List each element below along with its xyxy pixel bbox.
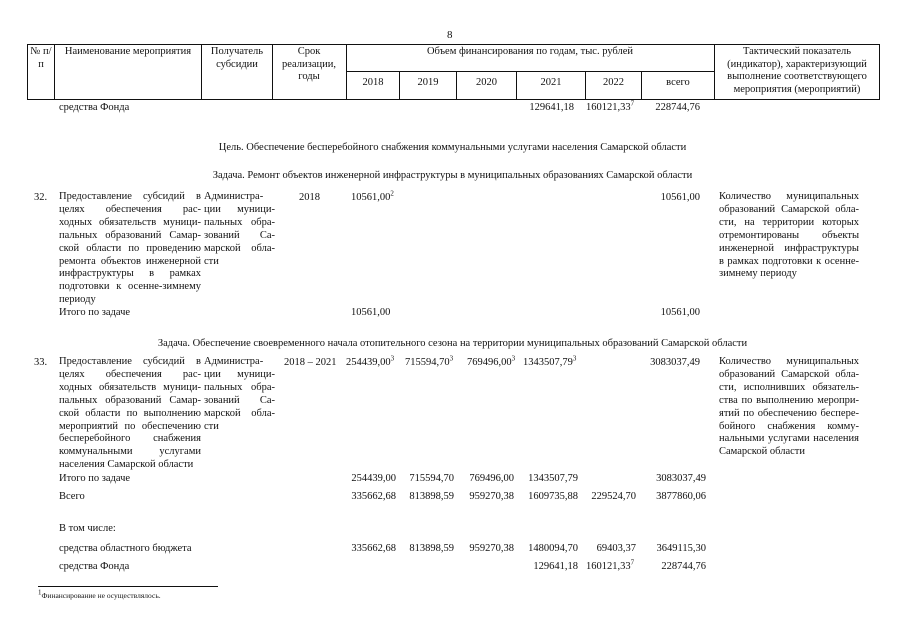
row-33-name-line: мероприятий по обеспечению [59,420,201,432]
row-32-indicator-line: зимнему периоду [719,268,797,280]
row-33-recipient-line: пальных обра- [204,381,275,393]
row-32-name-line: инфраструктуры в рамках [59,268,201,280]
row-33-name [59,356,201,472]
regional-2020: 959270,38 [469,543,514,554]
row-33-indicator-line: ства по выполнению меропри- [719,394,859,406]
row-32-indicator-line: инженерной инфраструктуры [719,242,859,254]
grand-total-2021: 1609735,88 [528,491,578,502]
header-recipient: Получатель субсидии [210,46,264,70]
footnote: 1Финансирование не осуществлялось. [38,588,161,600]
row-32-recipient-line: ции муници- [204,203,275,215]
row-33-indicator-line: Количество муниципальных [719,356,859,367]
row-32-indicator-line: в рамках подготовки к осенне- [719,255,859,267]
row-32-name-line: подготовки к осенне-зимнему [59,281,201,293]
row-33-term: 2018 – 2021 [284,357,337,368]
row-33-indicator-line: сти, исполнивших обязатель- [719,381,859,393]
top-fund-2022: 160121,33$^7$ [586,99,635,113]
table-header [27,44,880,100]
row-32-recipient-line: марской обла- [204,242,275,254]
row-33-recipient-line: марской обла- [204,407,275,419]
header-year-2021: 2021 [540,77,562,88]
grand-total-2019: 813898,59 [409,491,454,502]
row-32-recipient-line: сти [204,255,219,267]
header-num: № п/п [30,46,52,70]
grand-total-label: Всего [59,491,85,502]
row-33-indicator-line: образований Самарской обла- [719,368,859,380]
row-32-name-line: ремонта объектов инженерной [59,255,201,267]
row-33-name-line: населения Самарской области [59,459,194,471]
subtotal-2-label: Итого по задаче [59,473,131,484]
header-year-2022: 2022 [603,77,624,88]
row-33-name-line: бесперебойного снабжения [59,433,201,445]
row-33-recipient-line: Администра- [204,356,264,367]
header-funding: Объем финансирования по годам, тыс. рублей [426,46,634,57]
row-33-2019: 715594,70$^3$ [405,354,454,368]
row-33-recipient-line: ции муници- [204,368,275,380]
subtotal-2-2021: 1343507,79 [528,473,578,484]
regional-total: 3649115,30 [656,543,706,554]
regional-2022: 69403,37 [596,543,636,554]
header-name: Наименование мероприятия [64,46,192,57]
header-year-2020: 2020 [476,77,497,88]
row-32-indicator-line: сти, на территории которых [719,216,859,228]
subtotal-2-2019: 715594,70 [409,473,454,484]
row-32-name-line: ской области по проведению [59,242,201,254]
row-33-indicator-line: бойного снабжения комму- [719,420,859,432]
row-33-recipient-line: зований Са- [204,394,275,406]
row-33-name-line: пальных образований Самар- [59,394,201,406]
top-fund-label: средства Фонда [59,102,130,113]
row-33-name-line: коммунальными услугами [59,446,201,458]
row-33-num: 33. [34,357,48,368]
row-32-recipient-line: зований Са- [204,229,275,241]
goal-heading: Цель. Обеспечение бесперебойного снабжения коммунальными услугами населения Самарской области [218,142,687,153]
row-33-2020: 769496,00$^3$ [467,354,516,368]
row-32-name-line: периоду [59,294,96,306]
subtotal-2-total: 3083037,49 [656,473,706,484]
regional-label: средства областного бюджета [59,543,192,554]
top-fund-2021: 129641,18 [529,102,574,113]
row-32-name-line: целях обеспечения рас- [59,203,201,215]
subtotal-1-label: Итого по задаче [59,307,131,318]
row-33-indicator [719,356,859,459]
row-33-indicator-line: ятий по обеспечению беспере- [719,407,859,419]
row-33-name-line: Предоставление субсидий в [59,356,201,367]
page-number: 8 [447,29,453,41]
fund-2021: 129641,18 [533,561,578,572]
regional-2018: 335662,68 [351,543,396,554]
row-33-recipient [204,356,275,433]
row-32-name-line: Предоставление субсидий в [59,191,201,202]
row-33-indicator-line: Самарской области [719,446,805,458]
row-33-2021: 1343507,79$^3$ [523,354,577,368]
grand-total-2020: 959270,38 [469,491,514,502]
row-33-2018: 254439,00$^3$ [346,354,395,368]
header-year-2018: 2018 [362,77,384,88]
header-indicator: Тактический показатель (индикатор), характеризующий выполнение соответствующего мероприятия (мероприятий) [727,46,867,95]
row-33-total: 3083037,49 [650,357,700,368]
header-year-2019: 2019 [417,77,439,88]
row-33-name-line: ской области по выполнению [59,407,201,419]
row-32-indicator-line: отремонтированы объекты [719,229,859,241]
row-32-recipient [204,191,275,268]
grand-total-2018: 335662,68 [351,491,396,502]
row-33-recipient-line: сти [204,420,219,432]
grand-total-total: 3877860,06 [656,491,706,502]
header-total: всего [666,77,690,88]
footnote-divider [38,586,218,587]
row-32-num: 32. [34,192,48,203]
row-32-name-line: пальных образований Самар- [59,229,201,241]
row-32-total: 10561,00 [660,192,700,203]
task-heading-1: Задача. Ремонт объектов инженерной инфраструктуры в муниципальных образованиях Самарской области [212,170,693,181]
row-33-name-line: ходных обязательств муници- [59,381,201,393]
subtotal-1-2018: 10561,00 [351,307,391,318]
header-term: Срок реализации, годы [282,46,336,82]
row-32-recipient-line: Администра- [204,191,264,202]
row-32-name [59,191,201,307]
fund-2022: 160121,33$^7$ [586,558,635,572]
regional-2021: 1480094,70 [528,543,578,554]
row-32-name-line: ходных обязательств муници- [59,216,201,228]
task-heading-2: Задача. Обеспечение своевременного начала отопительного сезона на территории муниципальных образований Самарской области [157,338,748,349]
subtotal-2-2018: 254439,00 [351,473,396,484]
row-32-indicator [719,191,859,281]
top-fund-total: 228744,76 [655,102,700,113]
row-32-2018: 10561,00$^2$ [351,189,394,203]
row-33-indicator-line: нальными услугами населения [719,433,859,445]
row-32-recipient-line: пальных обра- [204,216,275,228]
including-label: В том числе: [59,523,116,534]
row-32-indicator-line: Количество муниципальных [719,191,859,202]
subtotal-1-total: 10561,00 [660,307,700,318]
fund-label: средства Фонда [59,561,130,572]
regional-2019: 813898,59 [409,543,454,554]
subtotal-2-2020: 769496,00 [469,473,514,484]
row-33-name-line: целях обеспечения рас- [59,368,201,380]
grand-total-2022: 229524,70 [591,491,636,502]
row-32-indicator-line: образований Самарской обла- [719,203,859,215]
row-32-term: 2018 [299,192,320,203]
fund-total: 228744,76 [661,561,706,572]
